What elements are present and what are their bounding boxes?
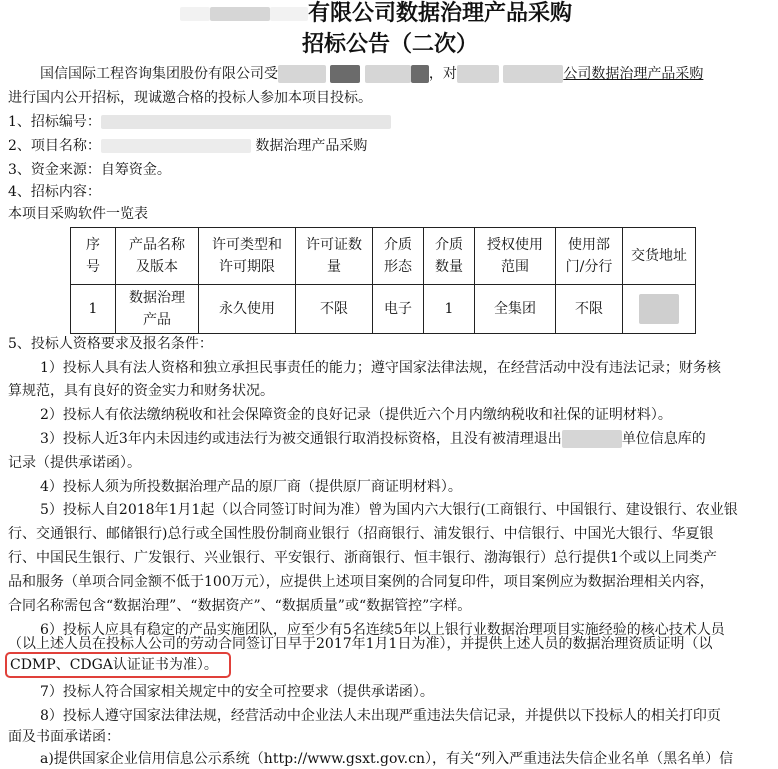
table-header-cell: [296, 228, 373, 285]
page-title-line2: 招标公告（二次）: [302, 32, 479, 57]
page-title-line1: [180, 0, 572, 28]
redaction: [330, 65, 360, 83]
redaction: [562, 430, 622, 448]
intro-text: 国信国际工程咨询集团股份有限公司受: [40, 66, 278, 82]
item-label: 1、招标编号：: [8, 114, 101, 130]
table-header-cell: [556, 228, 623, 285]
table-header-cell: [116, 228, 199, 285]
intro-text-line2: 进行国内公开招标，现诚邀合格的投标人参加本项目投标。: [8, 90, 372, 106]
header-text: 范围: [501, 259, 529, 275]
header-text: 量: [327, 259, 341, 275]
redaction: [210, 7, 270, 21]
requirement-8-item-a: a)提供国家企业信用信息公示系统（http://www.gsxt.gov.cn），有关“列入严重违法失信企业名单（黑名单）信: [40, 751, 734, 767]
requirement-text: 单位信息库的: [621, 431, 706, 447]
title-text: 有限公司数据治理产品采购: [308, 1, 573, 26]
item-label: 2、项目名称：: [8, 138, 101, 154]
redaction: [101, 115, 391, 129]
table-cell: 不限: [556, 285, 623, 334]
software-table: [70, 227, 696, 334]
requirement-8-cont: 面及书面承诺函：: [8, 729, 120, 745]
requirement-4: 4）投标人须为所投数据治理产品的原厂商（提供原厂商证明材料）。: [40, 479, 462, 495]
requirement-5-cont: 品和服务（单项合同金额不低于100万元），应提供上述项目案例的合同复印件，项目案例应为数据治理相关内容，: [8, 574, 714, 590]
requirement-1: 1）投标人具有法人资格和独立承担民事责任的能力；遵守国家法律法规，在经营活动中没有违法记录；财务核: [40, 360, 721, 376]
header-text: 产品名称: [129, 237, 185, 253]
redaction: [180, 7, 210, 21]
redaction: [457, 65, 499, 83]
table-cell-address-redacted: [623, 285, 696, 334]
redaction: [411, 65, 429, 83]
requirement-5-cont: 行、中国民生银行、广发银行、兴业银行、平安银行、浙商银行、恒丰银行、渤海银行）总行提供1个或以上同类产: [8, 550, 717, 566]
cell-text: 数据治理: [129, 290, 185, 306]
section5-heading: 5、投标人资格要求及报名条件：: [8, 336, 213, 352]
header-text: 使用部: [568, 237, 610, 253]
requirement-6: 6）投标人应具有稳定的产品实施团队，应至少有5名连续5年以上银行业数据治理项目实施经验的核心技术人员: [40, 622, 725, 638]
table-header-cell: [623, 228, 696, 285]
header-text: 序: [86, 237, 100, 253]
requirement-text: 3）投标人近3年内未因违约或违法行为被交通银行取消投标资格，且没有被清理退出: [40, 431, 562, 447]
requirement-5-cont: 行、交通银行、邮储银行)总行或全国性股份制商业银行（招商银行、浦发银行、中信银行、中国光大银行、华夏银: [8, 526, 714, 542]
requirement-8: 8）投标人遵守国家法律法规，经营活动中企业法人未出现严重违法失信记录，并提供以下投标人的相关打印页: [40, 708, 721, 724]
header-text: 号: [86, 259, 100, 275]
table-header-cell: [373, 228, 424, 285]
header-text: 介质: [435, 237, 463, 253]
requirement-6-cont: （以上述人员在投标人公司的劳动合同签订日早于2017年1月1日为准），并提供上述人员的数据治理资质证明（以: [8, 636, 713, 652]
redaction: [278, 65, 326, 83]
table-header-cell: [199, 228, 296, 285]
requirement-6-highlighted: CDMP、CDGA认证证书为准）。: [10, 657, 218, 673]
item-bid-number: [8, 112, 391, 132]
redaction: [503, 65, 563, 83]
table-cell: 全集团: [475, 285, 556, 334]
requirement-3: [40, 429, 706, 449]
redaction: [270, 7, 308, 21]
table-cell: [116, 285, 199, 334]
table-cell: 1: [424, 285, 475, 334]
requirement-2: 2）投标人有依法缴纳税收和社会保障资金的良好记录（提供近六个月内缴纳税收和社保的证明材料）。: [40, 407, 672, 423]
cell-text: 产品: [143, 312, 171, 328]
requirement-5: 5）投标人自2018年1月1起（以合同签订时间为准）曾为国内六大银行(工商银行、中国银行、建设银行、农业银: [40, 502, 738, 518]
table-cell: 不限: [296, 285, 373, 334]
requirement-5-cont: 合同名称需包含“数据治理”、“数据资产”、“数据质量”或“数据管控”字样。: [8, 598, 472, 614]
header-text: 许可类型和: [212, 237, 282, 253]
table-cell: 永久使用: [199, 285, 296, 334]
intro-text: ，对: [428, 66, 457, 82]
requirement-3-cont: 记录（提供承诺函）。: [8, 455, 141, 471]
redaction: [101, 139, 251, 153]
header-text: 介质: [384, 237, 412, 253]
table-row: [71, 285, 696, 334]
table-cell: 电子: [373, 285, 424, 334]
software-list-title: 本项目采购软件一览表: [8, 206, 148, 222]
header-text: 形态: [384, 259, 412, 275]
highlight-box: [5, 652, 231, 678]
header-text: 授权使用: [487, 237, 543, 253]
intro-paragraph: [40, 64, 703, 84]
header-text: 门/分行: [565, 259, 613, 275]
redaction: [365, 65, 411, 83]
project-name-underlined: 公司数据治理产品采购: [563, 66, 704, 82]
table-cell: 1: [71, 285, 116, 334]
item-project-name: [8, 136, 367, 156]
table-header-cell: [475, 228, 556, 285]
table-header-cell: [71, 228, 116, 285]
table-header-row: [71, 228, 696, 285]
header-text: 数量: [435, 259, 463, 275]
header-text: 及版本: [136, 259, 178, 275]
item-fund-source: 3、资金来源：自筹资金。: [8, 162, 171, 178]
requirement-1-cont: 算规范，具有良好的资金实力和财务状况。: [8, 383, 274, 399]
requirement-7: 7）投标人符合国家相关规定中的安全可控要求（提供承诺函）。: [40, 684, 434, 700]
header-text: 许可证数: [306, 237, 362, 253]
header-text: 许可期限: [219, 259, 275, 275]
header-text: 交货地址: [631, 248, 687, 264]
item-value: 数据治理产品采购: [255, 138, 368, 154]
item-content: 4、招标内容：: [8, 184, 101, 200]
redaction: [639, 294, 679, 324]
table-header-cell: [424, 228, 475, 285]
